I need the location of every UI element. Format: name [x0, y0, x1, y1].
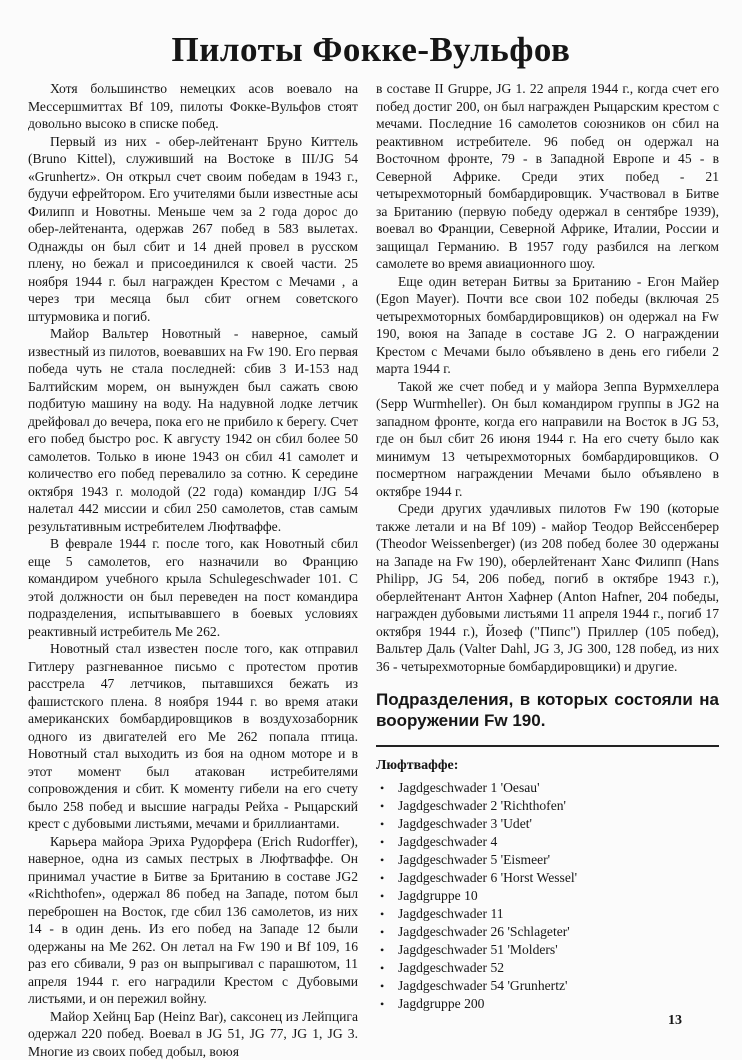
list-item	[376, 869, 719, 887]
unit-name: Jagdgeschwader 5 'Eismeer'	[398, 852, 550, 867]
bullet-icon: •	[380, 815, 384, 833]
list-item	[376, 797, 719, 815]
unit-name: Jagdgeschwader 6 'Horst Wessel'	[398, 870, 577, 885]
bullet-icon: •	[380, 959, 384, 977]
unit-name: Jagdgeschwader 52	[398, 960, 504, 975]
list-item	[376, 977, 719, 995]
paragraph: Первый из них - обер-лейтенант Бруно Киттель (Bruno Kittel), служивший на Востоке в III/JG 54 «Grunhertz». Он открыл счет своим победам в 1943 г., будучи ефрейтором. Его учителями были известные асы Филипп и Новотны. Меньше чем за 2 года дорос до обер-лейтенанта, одержав 267 побед в 583 вылетах. Однажды он был сбит и 14 дней провел в русском плену, но бежал и присоединился к своей части. 25 ноября 1944 г. был награжден Крестом с Мечами , а через три месяца был сбит огнем советского штурмовика и погиб.	[28, 133, 358, 326]
page-number: 13	[668, 1013, 682, 1029]
units-list	[376, 779, 719, 1013]
paragraph: в составе II Gruppe, JG 1. 22 апреля 1944 г., когда счет его побед достиг 200, он был награжден Рыцарским крестом с мечами. Последние 16 самолетов союзников он сбил на реактивном истребителе. 96 побед он одержал на Восточном фронте, 79 - в Западной Европе и 45 - в Северной Африке. Среди этих побед - 21 четырехмоторный бомбардировщик. Участвовал в Битве за Британию (первую победу одержал в сентябре 1939), воевал во Франции, Северной Африке, Италии, России и защищал Германию. В 1957 году разбился на легком самолете во время авиационного шоу.	[376, 80, 719, 273]
list-item	[376, 941, 719, 959]
page-title: Пилоты Фокке-Вульфов	[0, 29, 742, 71]
unit-name: Jagdgruppe 10	[398, 888, 478, 903]
list-item	[376, 851, 719, 869]
left-column	[28, 80, 358, 1060]
bullet-icon: •	[380, 797, 384, 815]
unit-name: Jagdgeschwader 51 'Molders'	[398, 942, 558, 957]
list-item	[376, 959, 719, 977]
list-item	[376, 887, 719, 905]
bullet-icon: •	[380, 941, 384, 959]
bullet-icon: •	[380, 905, 384, 923]
unit-name: Jagdgeschwader 4	[398, 834, 497, 849]
list-item	[376, 923, 719, 941]
right-column	[376, 80, 719, 1013]
bullet-icon: •	[380, 887, 384, 905]
bullet-icon: •	[380, 977, 384, 995]
bullet-icon: •	[380, 995, 384, 1013]
unit-name: Jagdgeschwader 2 'Richthofen'	[398, 798, 566, 813]
unit-name: Jagdgeschwader 3 'Udet'	[398, 816, 532, 831]
list-item	[376, 905, 719, 923]
unit-name: Jagdgeschwader 26 'Schlageter'	[398, 924, 570, 939]
unit-name: Jagdgeschwader 11	[398, 906, 504, 921]
paragraph: Еще один ветеран Битвы за Британию - Егон Майер (Egon Mayer). Почти все свои 102 победы (включая 25 четырехмоторных бомбардировщиков) он одержал на Fw 190, воюя на Западе в составе JG 2. О награждении Крестом с Мечами было объявлено в день его гибели 2 марта 1944 г.	[376, 273, 719, 378]
unit-name: Jagdgeschwader 1 'Oesau'	[398, 780, 540, 795]
paragraph: Майор Вальтер Новотный - наверное, самый известный из пилотов, воевавших на Fw 190. Его первая победа чуть не стала последней: сбив 3 И-153 над Балтийским морем, он вынужден был сажать свою подбитую машину на воду. На надувной лодке летчик дрейфовал до вечера, пока его не прибило к берегу. Счет его побед быстро рос. К августу 1942 он сбил более 50 самолетов. Только в июне 1943 он сбил 41 самолет и количество его побед перевалило за сотню. К середине октября 1943 г. молодой (22 года) командир I/JG 54 налетал 442 миссии и сбил 250 самолетов, став самым результативным истребителем Люфтваффе.	[28, 325, 358, 535]
paragraph: Новотный стал известен после того, как отправил Гитлеру разгневанное письмо с протестом против расстрела 47 летчиков, пытавшихся бежать из фашистского плена. 8 ноября 1944 г. во время атаки американских бомбардировщиков в воздухозаборник одного из двигателей его Ме 262 попала птица. Новотный стал выходить из боя на одном моторе и в этот момент был атакован истребителями сопровождения и сбит. К моменту гибели на его счету было 258 побед и высшие награды Рейха - Рыцарский крест с дубовыми листьями, мечами и бриллиантами.	[28, 640, 358, 833]
list-heading: Люфтваффе:	[376, 757, 719, 775]
paragraph: Майор Хейнц Бар (Heinz Bar), саксонец из Лейпцига одержал 220 побед. Воевал в JG 51, JG 77, JG 1, JG 3. Многие из своих побед добыл, воюя	[28, 1008, 358, 1060]
bullet-icon: •	[380, 779, 384, 797]
paragraph: Такой же счет побед и у майора Зеппа Вурмхеллера (Sepp Wurmheller). Он был командиром группы в JG2 на западном фронте, когда его направили на Восток в JG 53, где он был сбит 26 июня 1944 г. На его счету было как минимум 13 четырехмоторных бомбардировщиков. О посмертном награждении Мечами было объявлено в октябре 1944 г.	[376, 378, 719, 501]
paragraph: Среди других удачливых пилотов Fw 190 (которые также летали и на Bf 109) - майор Теодор Вейссенберер (Theodor Weissenberger) (из 208 побед более 30 одержаны на Западе на Fw 190), оберлейтенант Ханс Филипп (Hans Philipp, JG 54, 206 побед, погиб в октябре 1943 г.), оберлейтенант Антон Хафнер (Anton Hafner, 204 победы, награжден дубовыми листьями 11 апреля 1944 г., погиб 17 октября 1944 г.), Йозеф ("Пипс") Приллер (105 побед), Вальтер Даль (Valter Dahl, JG 3, JG 300, 128 побед, из них 36 - четырехмоторные бомбардировщики) и другие.	[376, 500, 719, 675]
list-item	[376, 833, 719, 851]
unit-name: Jagdgruppe 200	[398, 996, 484, 1011]
paragraph: Хотя большинство немецких асов воевало на Мессершмиттах Bf 109, пилоты Фокке-Вульфов стоят довольно высоко в списке побед.	[28, 80, 358, 133]
list-item	[376, 779, 719, 797]
bullet-icon: •	[380, 833, 384, 851]
unit-name: Jagdgeschwader 54 'Grunhertz'	[398, 978, 567, 993]
paragraph: В феврале 1944 г. после того, как Новотный сбил еще 5 самолетов, его назначили во Францию командиром учебного крыла Schulegeschwader 101. С этой должности он был переведен на пост командира подразделения, испытывавшего в боевых условиях реактивный истребитель Ме 262.	[28, 535, 358, 640]
bullet-icon: •	[380, 923, 384, 941]
bullet-icon: •	[380, 851, 384, 869]
bullet-icon: •	[380, 869, 384, 887]
paragraph: Карьера майора Эриха Рудорфера (Erich Rudorffer), наверное, одна из самых пестрых в Люфтваффе. Он принимал участие в Битве за Британию в составе JG2 «Richthofen», одержал 86 побед на Западе, потом был переброшен на Восток, где сбил 136 самолетов, из них 14 - в один день. Из его побед на Западе 12 были одержаны на Ме 262. Он летал на Fw 190 и Bf 109, 16 раз его сбивали, 9 раз он выпрыгивал с парашютом, 11 апреля 1944 г. его наградили Крестом с Дубовыми листьями, и он пережил войну.	[28, 833, 358, 1008]
list-item	[376, 995, 719, 1013]
list-item	[376, 815, 719, 833]
section-heading: Подразделения, в которых состояли на вооружении Fw 190.	[376, 689, 719, 747]
